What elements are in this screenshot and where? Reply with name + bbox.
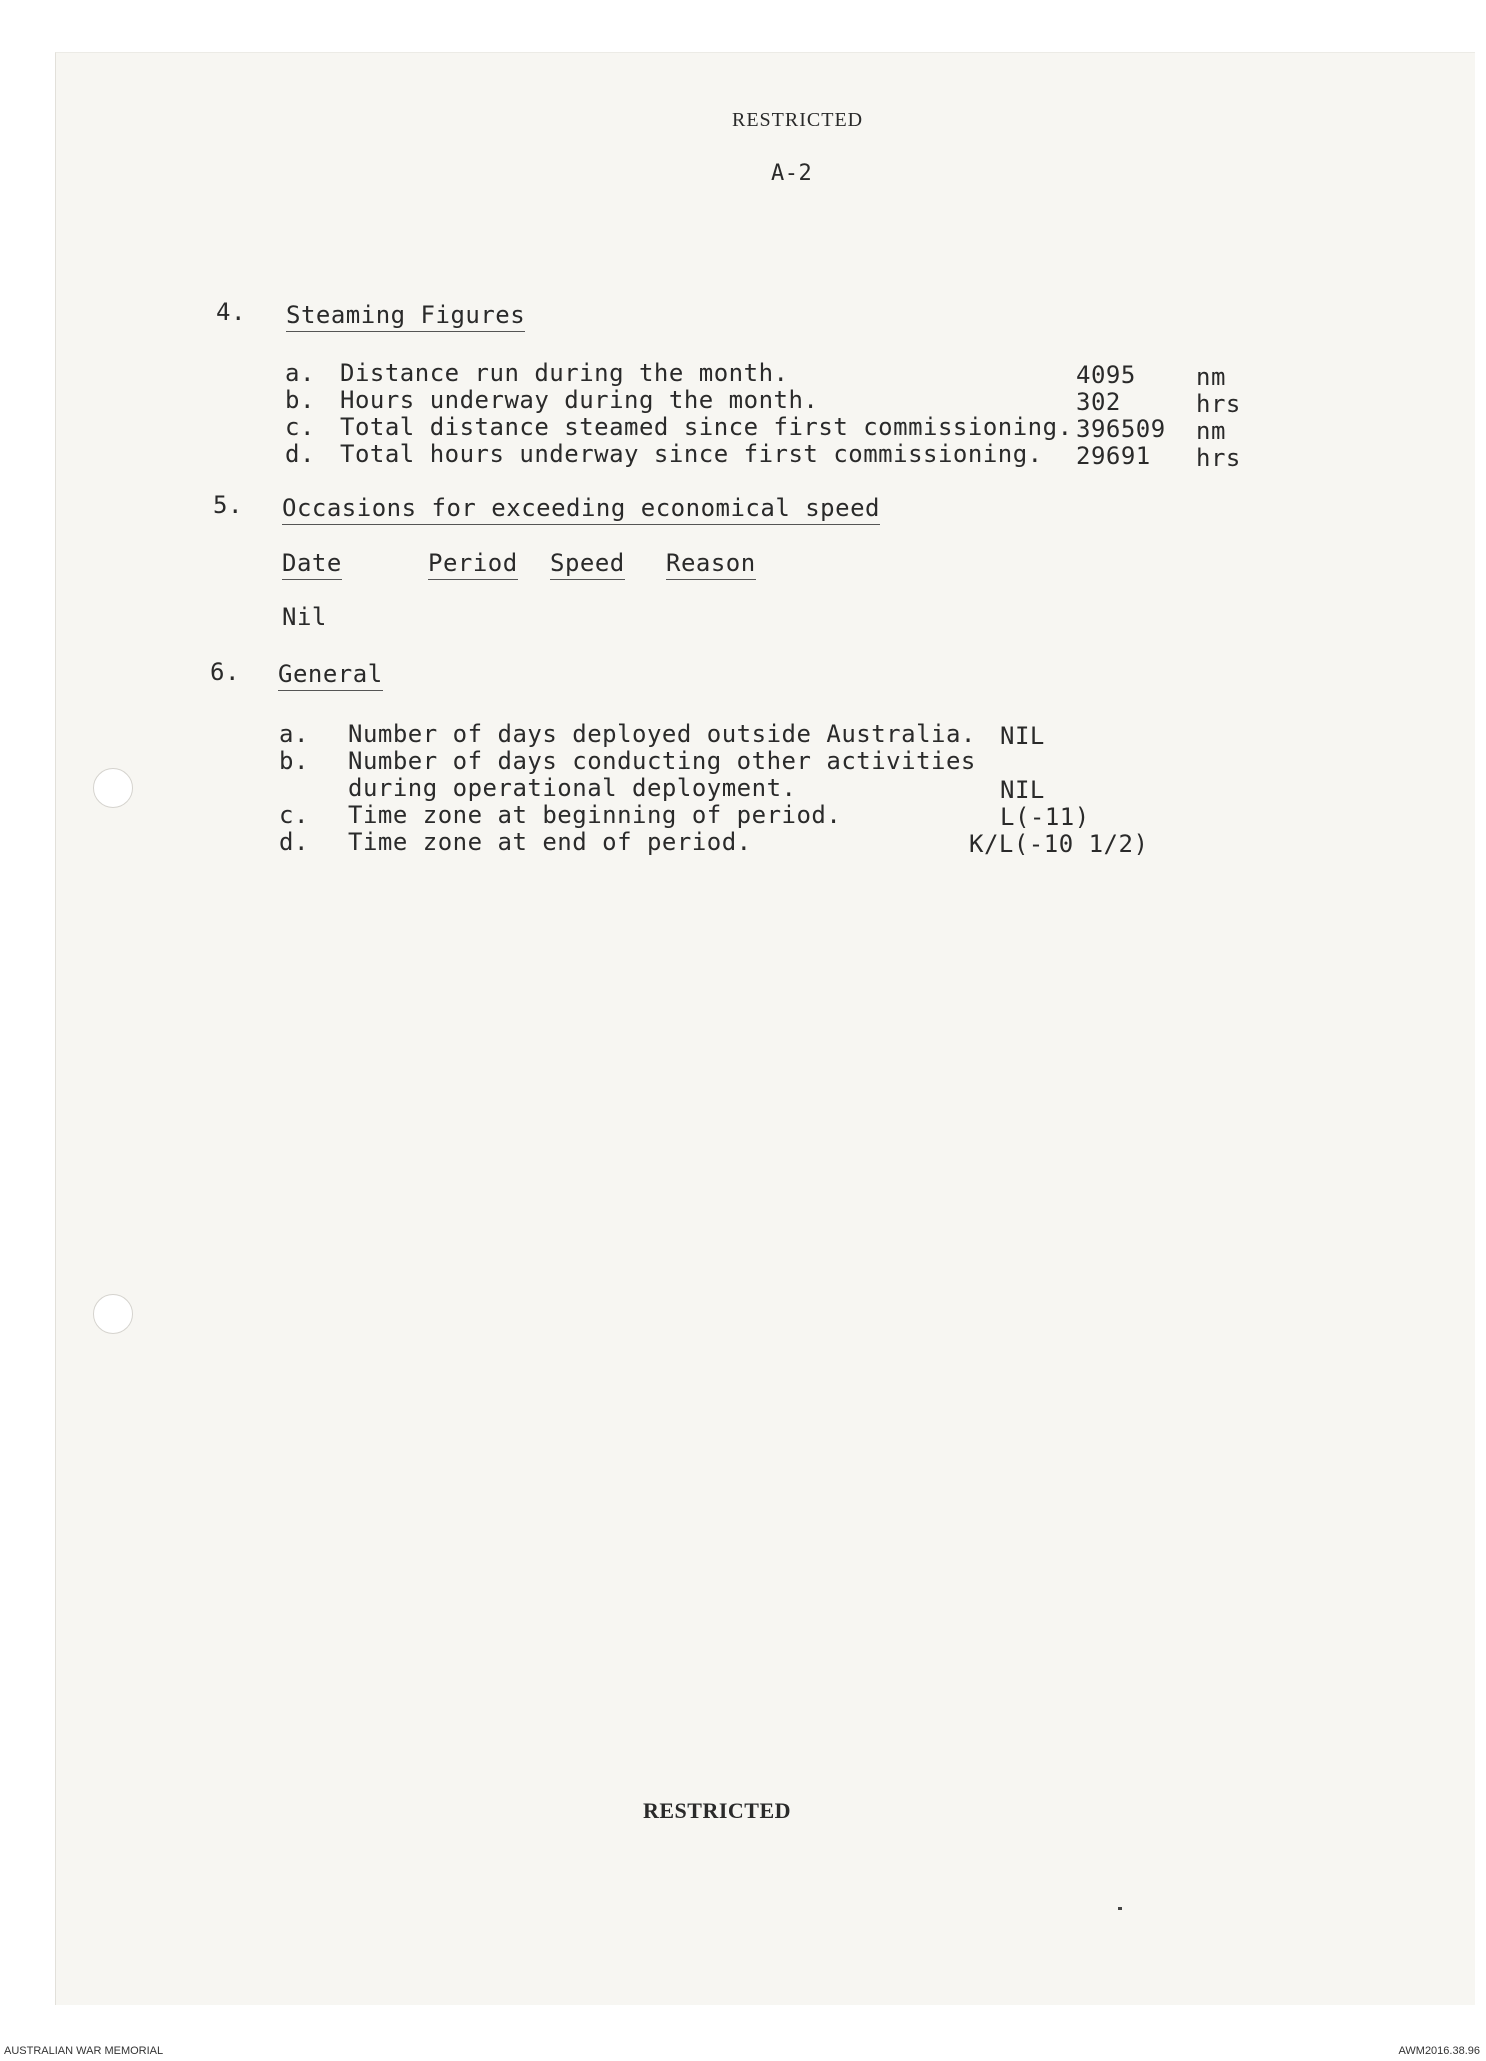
general-item-c-letter: c. [279, 801, 309, 829]
steaming-item-a-value: 4095 [1076, 361, 1136, 389]
general-item-b-text: Number of days conducting other activities [348, 747, 976, 775]
document-page [55, 52, 1475, 2005]
footer-classification: RESTRICTED [643, 1798, 792, 1823]
general-item-a-text: Number of days deployed outside Australia. [348, 720, 976, 748]
steaming-item-a-text: Distance run during the month. [340, 359, 789, 387]
punch-hole-upper [93, 768, 133, 808]
general-item-b-text-continued: during operational deployment. [348, 774, 797, 802]
speed-value: Nil [282, 603, 327, 631]
steaming-item-a-letter: a. [285, 359, 315, 387]
steaming-item-a-unit: nm [1196, 363, 1226, 391]
section-6-title: General [278, 660, 383, 691]
steaming-item-c-letter: c. [285, 413, 315, 441]
steaming-item-d-text: Total hours underway since first commissioning. [340, 440, 1043, 468]
general-item-a-value: NIL [1000, 722, 1045, 750]
steaming-item-b-unit: hrs [1196, 390, 1241, 418]
steaming-item-b-letter: b. [285, 386, 315, 414]
general-item-b-letter: b. [279, 747, 309, 775]
archive-reference-label: AWM2016.38.96 [1398, 2045, 1480, 2057]
speed-column-period: Period [428, 549, 518, 580]
steaming-item-c-unit: nm [1196, 417, 1226, 445]
section-4-title: Steaming Figures [286, 301, 525, 332]
steaming-item-b-value: 302 [1076, 388, 1121, 416]
section-5-number: 5. [213, 491, 243, 519]
general-item-d-text: Time zone at end of period. [348, 828, 752, 856]
general-item-d-value: K/L(-10 1/2) [969, 830, 1149, 858]
section-4-number: 4. [216, 298, 246, 326]
steaming-item-d-letter: d. [285, 440, 315, 468]
section-5-title: Occasions for exceeding economical speed [282, 494, 880, 525]
header-classification: RESTRICTED [732, 109, 864, 131]
section-6-number: 6. [210, 658, 240, 686]
steaming-item-c-text: Total distance steamed since first commissioning. [340, 413, 1073, 441]
steaming-item-d-value: 29691 [1076, 442, 1151, 470]
speed-column-date: Date [282, 549, 342, 580]
steaming-item-b-text: Hours underway during the month. [340, 386, 819, 414]
page-reference: A-2 [771, 161, 813, 186]
speed-column-reason: Reason [666, 549, 756, 580]
general-item-b-value: NIL [1000, 776, 1045, 804]
punch-hole-lower [93, 1294, 133, 1334]
steaming-item-c-value: 396509 [1076, 415, 1166, 443]
general-item-c-value: L(-11) [1000, 803, 1090, 831]
archive-source-label: AUSTRALIAN WAR MEMORIAL [4, 2045, 164, 2057]
speed-column-speed: Speed [550, 549, 625, 580]
general-item-a-letter: a. [279, 720, 309, 748]
page-speck [1118, 1907, 1122, 1910]
general-item-d-letter: d. [279, 828, 309, 856]
steaming-item-d-unit: hrs [1196, 444, 1241, 472]
general-item-c-text: Time zone at beginning of period. [348, 801, 842, 829]
